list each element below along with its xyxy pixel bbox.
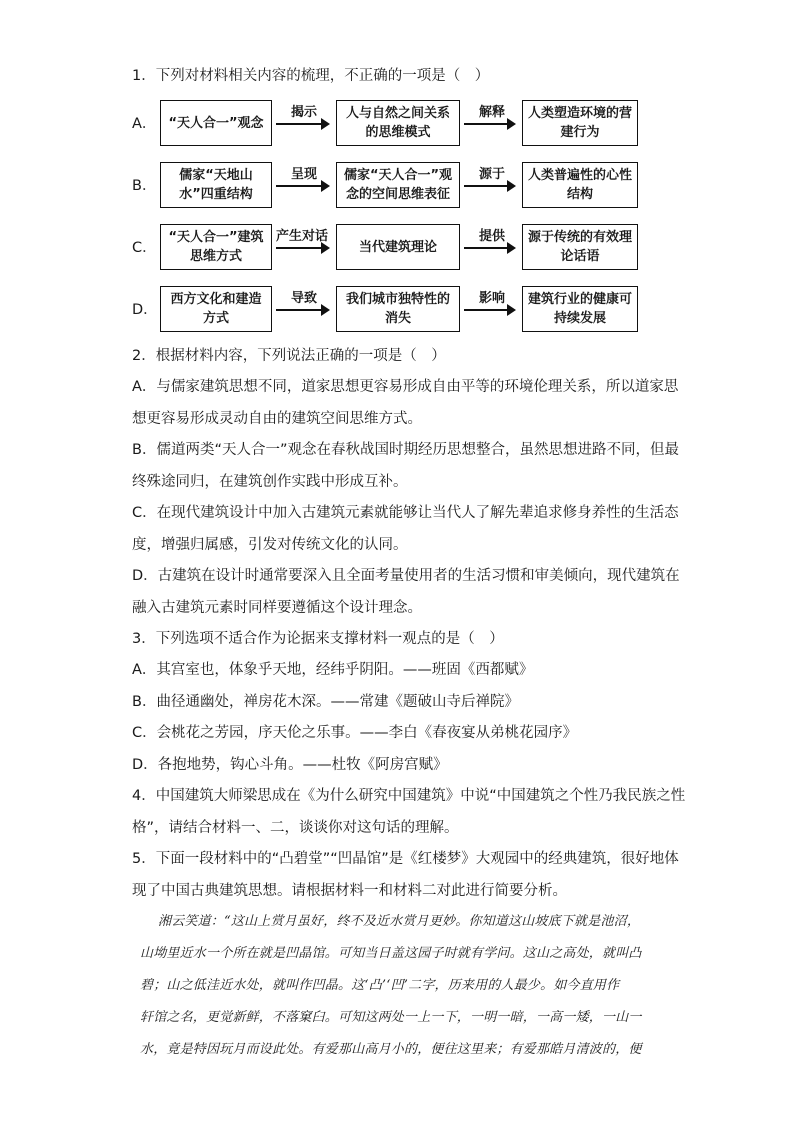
quote-line-2: 山坳里近水一个所在就是凹晶馆。可知当日盖这园子时就有学问。这山之高处，就叫凸 (140, 946, 642, 961)
question-1-stem: 1．下列对材料相关内容的梳理，不正确的一项是（ ） (132, 68, 490, 84)
row-c-arrow-2 (464, 247, 514, 249)
quote-line-3: 碧；山之低洼近水处，就叫作凹晶。这‘凸’‘凹’二字，历来用的人最少。如今直用作 (140, 978, 620, 993)
option-a-label: A． (132, 116, 157, 132)
row-b-box-3: 人类普遍性的心性结构 (522, 162, 638, 208)
question-4-line-2: 格”，请结合材料一、二，谈谈你对这句话的理解。 (132, 820, 459, 836)
row-c-box-1: “天人合一”建筑思维方式 (160, 224, 272, 270)
row-b-arrow-2-label: 源于 (478, 167, 505, 182)
quote-line-1: 湘云笑道：“这山上赏月虽好，终不及近水赏月更妙。你知道这山坡底下就是池沼， (158, 914, 641, 929)
row-b-box-2: 儒家“天人合一”观念的空间思维表征 (336, 162, 460, 208)
row-d-arrow-2 (464, 309, 514, 311)
q2-option-a-line-2: 想更容易形成灵动自由的建筑空间思维方式。 (132, 411, 422, 427)
row-d-box-3: 建筑行业的健康可持续发展 (522, 286, 638, 332)
row-c-arrow-2-label: 提供 (478, 229, 505, 244)
q3-option-c: C．会桃花之芳园，序天伦之乐事。——李白《春夜宴从弟桃花园序》 (132, 725, 578, 741)
row-a-box-2: 人与自然之间关系的思维模式 (336, 100, 460, 146)
option-b-label: B． (132, 178, 157, 194)
row-c-arrow-1 (276, 247, 328, 249)
q3-option-d: D．各抱地势，钩心斗角。——杜牧《阿房宫赋》 (132, 757, 448, 773)
row-c-box-3: 源于传统的有效理论话语 (522, 224, 638, 270)
q2-option-c-line-2: 度，增强归属感，引发对传统文化的认同。 (132, 537, 408, 553)
row-a-box-3: 人类塑造环境的营建行为 (522, 100, 638, 146)
q2-option-b-line-1: B．儒道两类“天人合一”观念在春秋战国时期经历思想整合，虽然思想进路不同，但最 (132, 442, 679, 458)
row-b-arrow-2 (464, 185, 514, 187)
row-b-arrow-1 (276, 185, 328, 187)
question-3-stem: 3．下列选项不适合作为论据来支撑材料一观点的是（ ） (132, 631, 504, 647)
row-c-box-2: 当代建筑理论 (336, 224, 460, 270)
quote-line-5: 水，竟是特因玩月而设此处。有爱那山高月小的，便往这里来；有爱那皓月清波的，便 (140, 1042, 642, 1057)
q2-option-a-line-1: A．与儒家建筑思想不同，道家思想更容易形成自由平等的环境伦理关系，所以道家思 (132, 379, 679, 395)
question-2-stem: 2．根据材料内容，下列说法正确的一项是（ ） (132, 348, 446, 364)
q2-option-d-line-1: D．古建筑在设计时通常要深入且全面考量使用者的生活习惯和审美倾向，现代建筑在 (132, 568, 680, 584)
row-a-arrow-1 (276, 123, 328, 125)
row-d-arrow-1 (276, 309, 328, 311)
quote-line-4: 轩馆之名，更觉新鲜，不落窠臼。可知这两处一上一下，一明一暗，一高一矮，一山一 (140, 1010, 642, 1025)
row-a-arrow-1-label: 揭示 (290, 105, 317, 120)
row-d-box-2: 我们城市独特性的消失 (336, 286, 460, 332)
question-5-line-1: 5．下面一段材料中的“凸碧堂”“凹晶馆”是《红楼梦》大观园中的经典建筑，很好地体 (132, 851, 679, 867)
q2-option-b-line-2: 终殊途同归，在建筑创作实践中形成互补。 (132, 474, 408, 490)
q3-option-b: B．曲径通幽处，禅房花木深。——常建《题破山寺后禅院》 (132, 694, 519, 710)
q3-option-a: A．其宫室也，体象乎天地，经纬乎阴阳。——班固《西都赋》 (132, 662, 534, 678)
question-5-line-2: 现了中国古典建筑思想。请根据材料一和材料二对此进行简要分析。 (132, 883, 567, 899)
row-d-arrow-1-label: 导致 (290, 291, 317, 306)
row-d-box-1: 西方文化和建造方式 (160, 286, 272, 332)
row-b-arrow-1-label: 呈现 (290, 167, 317, 182)
option-d-label: D． (132, 302, 158, 318)
q2-option-d-line-2: 融入古建筑元素时同样要遵循这个设计理念。 (132, 600, 422, 616)
q2-option-c-line-1: C．在现代建筑设计中加入古建筑元素就能够让当代人了解先辈追求修身养性的生活态 (132, 505, 679, 521)
row-b-box-1: 儒家“天地山水”四重结构 (160, 162, 272, 208)
row-c-arrow-1-label: 产生对话 (275, 229, 328, 244)
row-a-box-1: “天人合一”观念 (160, 100, 272, 146)
option-c-label: C． (132, 240, 157, 256)
row-d-arrow-2-label: 影响 (478, 291, 505, 306)
question-4-line-1: 4．中国建筑大师梁思成在《为什么研究中国建筑》中说“中国建筑之个性乃我民族之性 (132, 788, 686, 804)
row-a-arrow-2 (464, 123, 514, 125)
row-a-arrow-2-label: 解释 (478, 105, 505, 120)
